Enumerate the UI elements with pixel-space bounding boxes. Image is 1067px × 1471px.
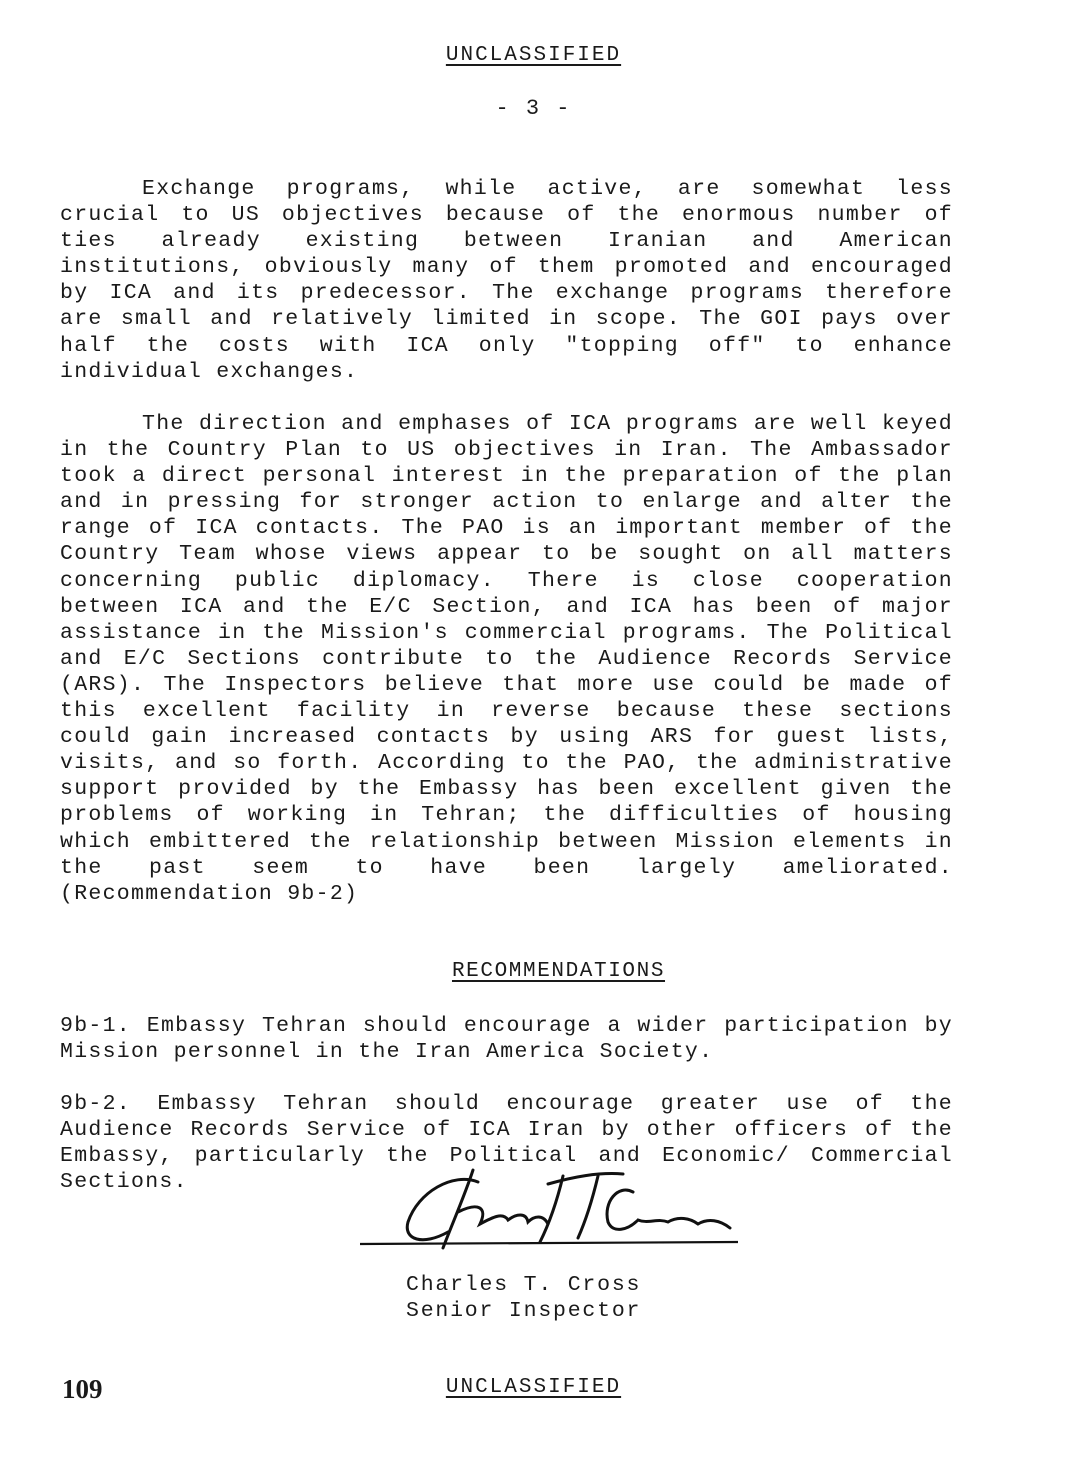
- signer-name: Charles T. Cross: [406, 1273, 642, 1297]
- signer-block: [406, 1272, 641, 1324]
- classification-header: [0, 44, 1067, 67]
- paragraph-ica-programs: The direction and emphases of ICA programs are well keyed in the Country Plan to US objectives in Iran. The Ambassador took a direct personal interest in the preparation of the plan and in pressing for stronger action to enlarge and alter the range of ICA contacts. The PAO is an important member of the Country Team whose views appear to be sought on all matters concerning public diplomacy. There is close cooperation between ICA and the E/C Section, and ICA has been of major assistance in the Mission's commercial programs. The Political and E/C Sections contribute to the Audience Records Service (ARS). The Inspectors believe that more use could be made of this excellent facility in reverse because these sections could gain increased contacts by using ARS for guest lists, visits, and so forth. According to the PAO, the administrative support provided by the Embassy has been excellent given the problems of working in Tehran; the difficulties of housing which embittered the relationship between Mission elements in the past seem to have been largely ameliorated. (Recommendation 9b-2): [60, 412, 953, 906]
- classification-header-text: UNCLASSIFIED: [445, 44, 622, 67]
- paragraph-exchange-programs: Exchange programs, while active, are somewhat less crucial to US objectives because of the enormous number of ties already existing between Iranian and American institutions, obviously many of them promoted and encouraged by ICA and its predecessor. The exchange programs therefore are small and relatively limited in scope. The GOI pays over half the costs with ICA only "topping off" to enhance individual exchanges.: [60, 177, 953, 384]
- recommendations-heading-text: RECOMMENDATIONS: [451, 960, 666, 983]
- classification-footer: [0, 1376, 1067, 1399]
- handwritten-signature: [358, 1162, 748, 1252]
- recommendation-9b-1: 9b-1. Embassy Tehran should encourage a wider participation by Mission personnel in the Iran America Society.: [60, 1014, 953, 1065]
- recommendation-9b-2: 9b-2. Embassy Tehran should encourage greater use of the Audience Records Service of ICA Iran by other officers of the Embassy, particularly the Political and Economic/ Commercial Sections.: [60, 1092, 953, 1195]
- signer-title: Senior Inspector: [406, 1299, 642, 1323]
- folio-number: 109: [62, 1374, 103, 1404]
- classification-footer-text: UNCLASSIFIED: [445, 1376, 622, 1399]
- recommendations-heading: [0, 960, 1067, 983]
- page-number: - 3 -: [495, 96, 572, 121]
